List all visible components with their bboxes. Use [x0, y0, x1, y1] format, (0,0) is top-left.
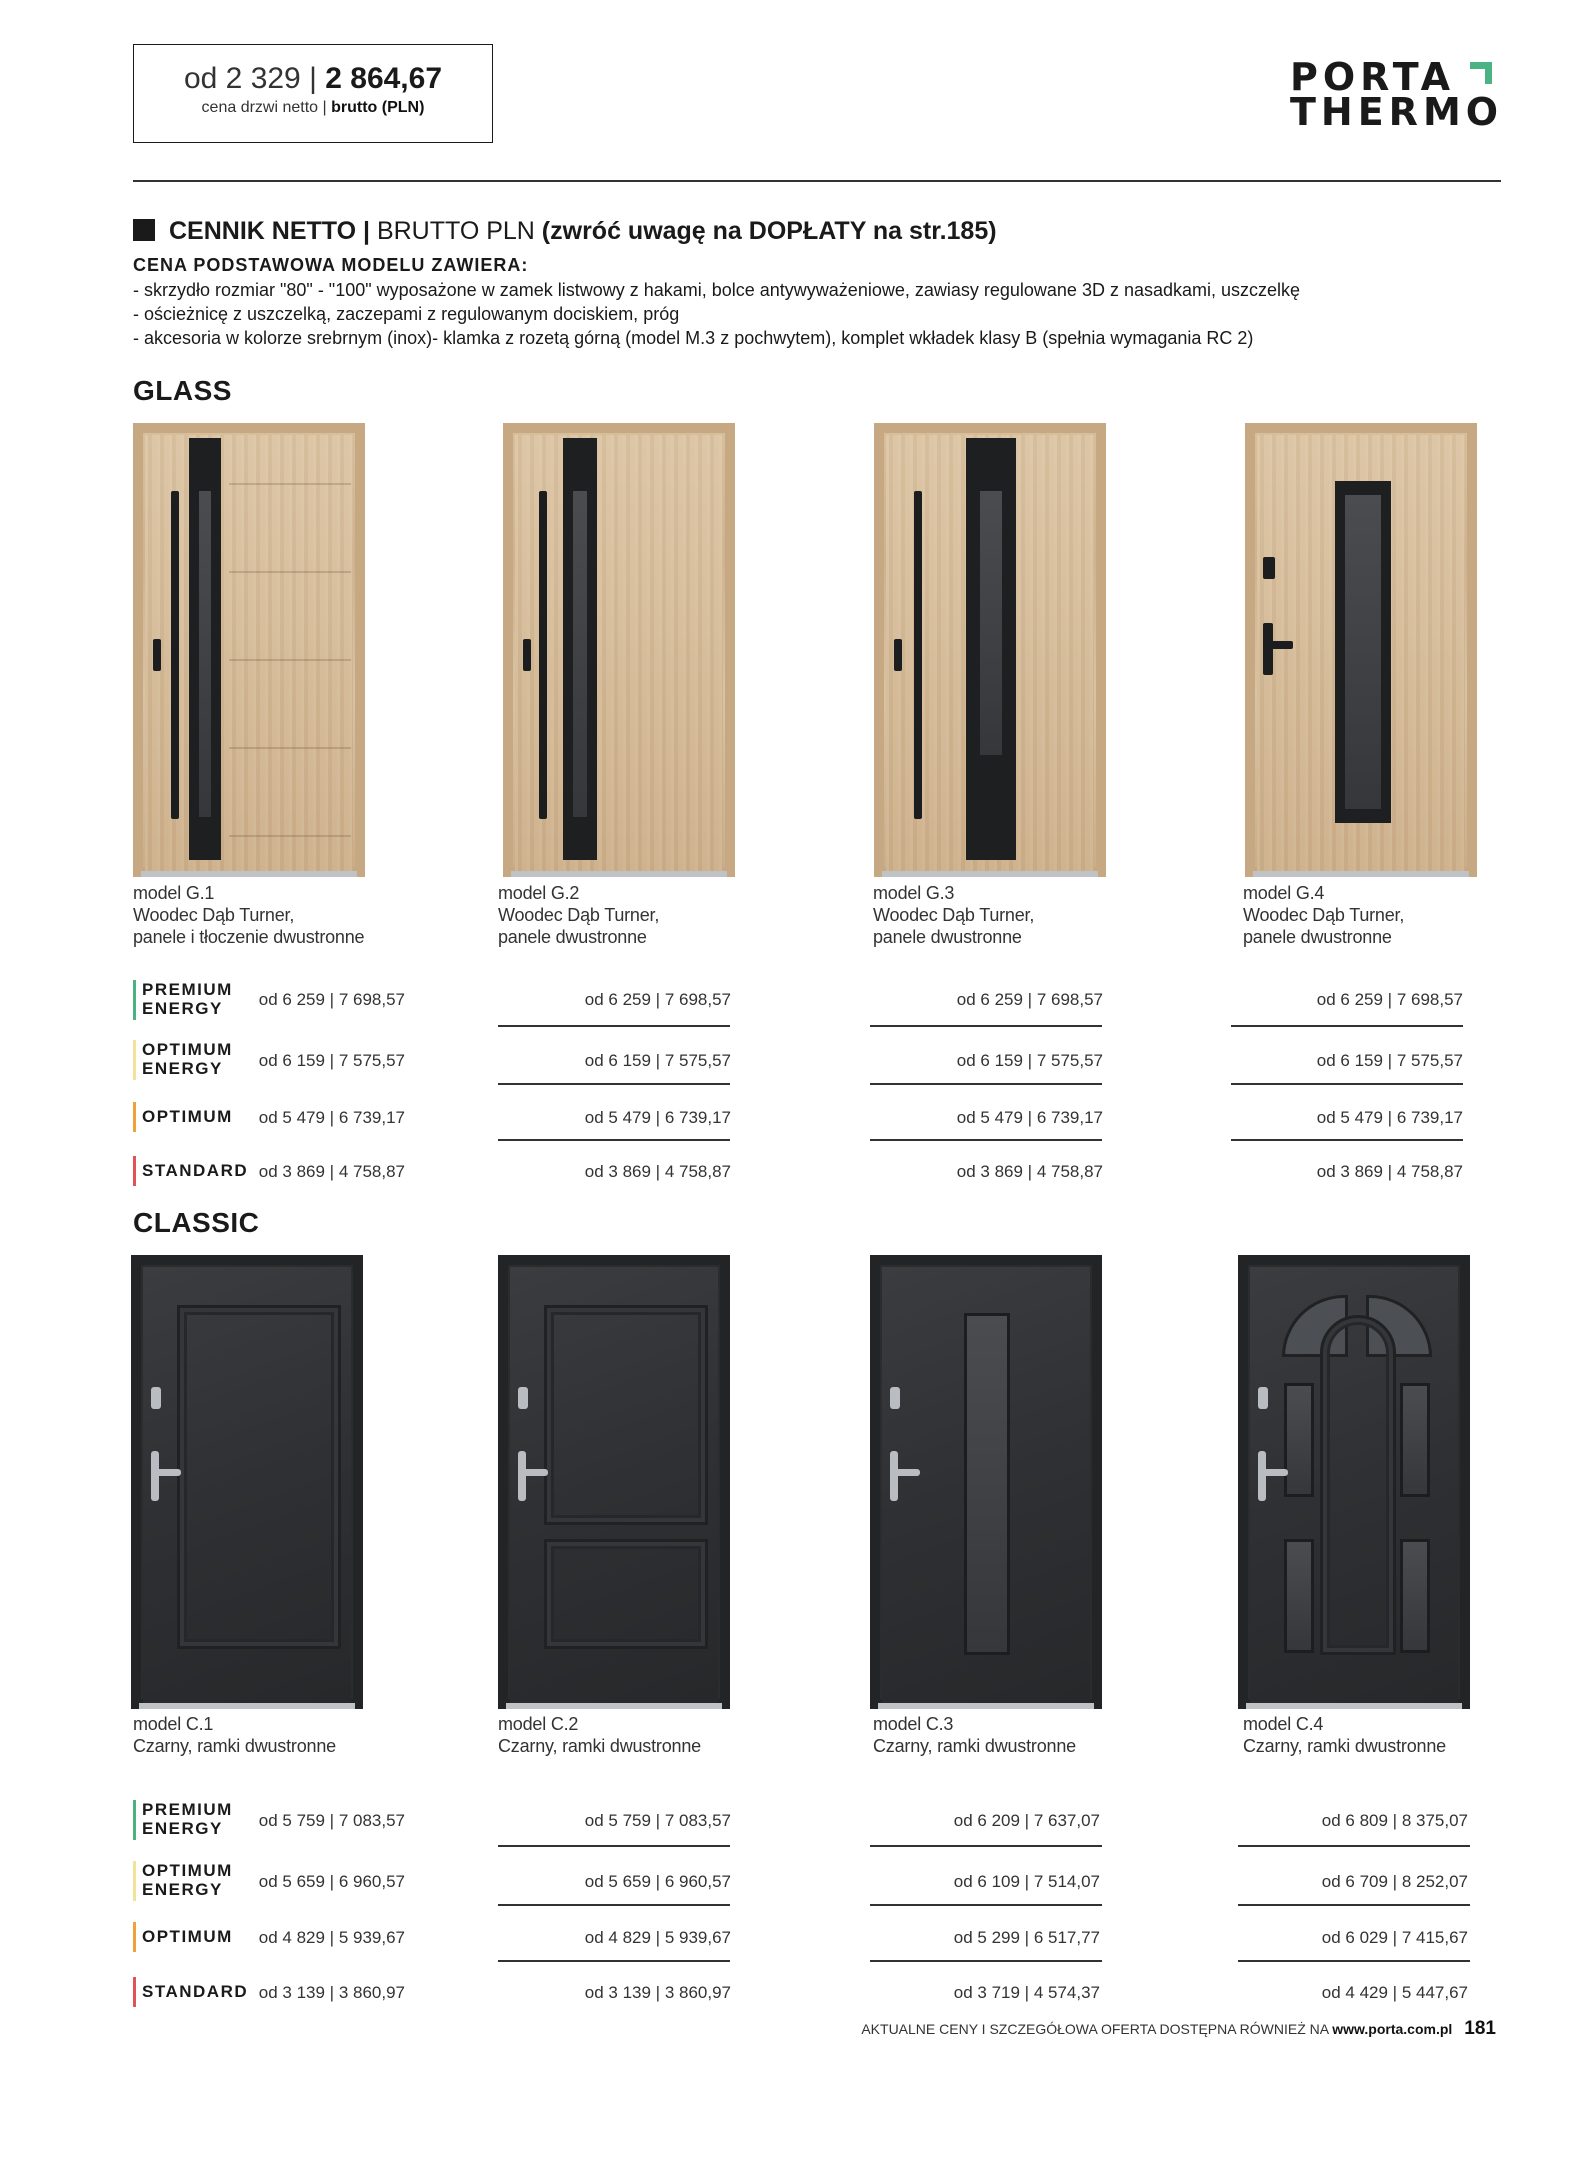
price-cell: od 6 259 | 7 698,57 [956, 990, 1103, 1009]
tier-premium-energy: PREMIUM ENERGY [133, 1800, 253, 1840]
price-divider [498, 1139, 730, 1141]
model-name: model C.4 [1243, 1714, 1324, 1734]
model-desc: panele i tłoczenie dwustronne [133, 927, 365, 947]
price-cell: od 6 159 | 7 575,57 [584, 1051, 731, 1070]
price-cell: od 6 109 | 7 514,07 [953, 1872, 1100, 1891]
price-caption-separator: | [322, 99, 327, 116]
model-desc: Czarny, ramki dwustronne [1243, 1736, 1446, 1756]
price-cell: od 6 809 | 8 375,07 [1321, 1811, 1468, 1830]
model-name: model C.3 [873, 1714, 954, 1734]
logo-line-porta: PORTA [1290, 55, 1456, 99]
price-divider [1231, 1025, 1463, 1027]
price-cell: od 6 259 | 7 698,57 [258, 990, 405, 1009]
model-desc: panele dwustronne [498, 927, 647, 947]
pricelist-heading [133, 216, 997, 246]
model-caption [133, 1713, 336, 1757]
price-divider [1231, 1083, 1463, 1085]
price-divider [1231, 1139, 1463, 1141]
price-divider [1238, 1904, 1470, 1906]
price-caption-gross: brutto (PLN) [331, 99, 425, 116]
price-caption-net: cena drzwi netto [201, 99, 319, 116]
price-divider [870, 1139, 1102, 1141]
tier-optimum-energy: OPTIMUM ENERGY [133, 1861, 253, 1901]
price-cell: od 5 479 | 6 739,17 [258, 1108, 405, 1127]
price-divider [498, 1904, 730, 1906]
section-title-glass: GLASS [133, 375, 232, 406]
tier-optimum: OPTIMUM [133, 1102, 253, 1132]
price-cell: od 4 829 | 5 939,67 [258, 1928, 405, 1947]
black-door-arched-glass-icon [1238, 1255, 1470, 1709]
pricelist-title-normal: BRUTTO PLN [370, 217, 542, 245]
model-desc: panele dwustronne [873, 927, 1022, 947]
price-cell: od 5 659 | 6 960,57 [258, 1872, 405, 1891]
base-price-item: - akcesoria w kolorze srebrnym (inox)- klamka z rozetą górną (model M.3 z pochwytem), komplet wkładek klasy B (spełnia wymagania RC 2) [133, 328, 1254, 348]
model-caption [1243, 1713, 1446, 1757]
price-divider [870, 1845, 1102, 1847]
model-desc: panele dwustronne [1243, 927, 1392, 947]
price-from-net: od 2 329 [183, 62, 301, 95]
price-divider [870, 1960, 1102, 1962]
model-name: model G.1 [133, 883, 215, 903]
price-cell: od 5 659 | 6 960,57 [584, 1872, 731, 1891]
price-divider [498, 1083, 730, 1085]
page-number: 181 [1464, 2018, 1496, 2039]
model-name: model C.2 [498, 1714, 579, 1734]
model-caption [498, 1713, 701, 1757]
price-divider [870, 1025, 1102, 1027]
price-cell: od 3 139 | 3 860,97 [258, 1983, 405, 2002]
logo-corner-mark-icon [1470, 62, 1492, 84]
price-cell: od 3 869 | 4 758,87 [258, 1162, 405, 1181]
black-door-glass-strip-icon [870, 1255, 1102, 1709]
price-cell: od 5 299 | 6 517,77 [953, 1928, 1100, 1947]
section-title-classic: CLASSIC [133, 1207, 260, 1238]
footer-text: AKTUALNE CENY I SZCZEGÓŁOWA OFERTA DOSTĘPNA RÓWNIEŻ NA [861, 2021, 1333, 2037]
pricelist-title-note: (zwróć uwagę na DOPŁATY na str.185) [541, 217, 997, 245]
model-desc: Czarny, ramki dwustronne [873, 1736, 1076, 1756]
price-divider [1238, 1960, 1470, 1962]
logo-line-thermo: THERMO [1290, 90, 1504, 134]
base-price-item: - skrzydło rozmiar "80" - "100" wyposażone w zamek listwowy z hakami, bolce antywyważeniowe, zawiasy regulowane 3D z nasadkami, uszczelkę [133, 280, 1301, 300]
model-desc: Czarny, ramki dwustronne [133, 1736, 336, 1756]
base-price-list [133, 278, 1300, 350]
base-price-item: - ościeżnicę z uszczelką, zaczepami z regulowanym dociskiem, próg [133, 304, 680, 324]
tier-standard: STANDARD [133, 1156, 253, 1186]
price-cell: od 5 479 | 6 739,17 [1316, 1108, 1463, 1127]
model-name: model G.2 [498, 883, 580, 903]
price-cell: od 6 259 | 7 698,57 [1316, 990, 1463, 1009]
price-divider [498, 1960, 730, 1962]
header-divider [133, 180, 1501, 182]
model-desc: Czarny, ramki dwustronne [498, 1736, 701, 1756]
model-desc: Woodec Dąb Turner, [133, 905, 295, 925]
wood-door-glass-strip-icon [503, 423, 735, 877]
price-cell: od 6 709 | 8 252,07 [1321, 1872, 1468, 1891]
model-desc: Woodec Dąb Turner, [1243, 905, 1405, 925]
price-divider [870, 1904, 1102, 1906]
price-from-box [133, 44, 493, 143]
model-caption [873, 1713, 1076, 1757]
price-cell: od 3 869 | 4 758,87 [956, 1162, 1103, 1181]
wood-door-glass-strip-icon [133, 423, 365, 877]
price-cell: od 5 759 | 7 083,57 [258, 1811, 405, 1830]
model-name: model G.4 [1243, 883, 1325, 903]
price-cell: od 6 209 | 7 637,07 [953, 1811, 1100, 1830]
price-cell: od 6 159 | 7 575,57 [1316, 1051, 1463, 1070]
porta-thermo-logo [1290, 55, 1504, 134]
price-divider [870, 1083, 1102, 1085]
price-cell: od 4 429 | 5 447,67 [1321, 1983, 1468, 2002]
pricelist-title-bold: CENNIK NETTO | [169, 217, 370, 245]
model-caption [498, 882, 659, 948]
price-from-gross: 2 864,67 [325, 62, 443, 95]
price-cell: od 6 259 | 7 698,57 [584, 990, 731, 1009]
tier-optimum-energy: OPTIMUM ENERGY [133, 1040, 253, 1080]
page-footer [861, 2018, 1496, 2040]
tier-optimum: OPTIMUM [133, 1922, 253, 1952]
price-cell: od 5 759 | 7 083,57 [584, 1811, 731, 1830]
price-cell: od 3 719 | 4 574,37 [953, 1983, 1100, 2002]
price-cell: od 6 159 | 7 575,57 [956, 1051, 1103, 1070]
model-caption [133, 882, 364, 948]
price-caption [134, 99, 492, 117]
heading-square-icon [133, 219, 155, 241]
price-cell: od 3 869 | 4 758,87 [584, 1162, 731, 1181]
price-divider [498, 1845, 730, 1847]
black-door-single-panel-icon [131, 1255, 363, 1709]
model-name: model G.3 [873, 883, 955, 903]
price-divider [498, 1025, 730, 1027]
model-desc: Woodec Dąb Turner, [498, 905, 660, 925]
price-from [134, 61, 492, 97]
black-door-two-panel-icon [498, 1255, 730, 1709]
footer-url-link[interactable]: www.porta.com.pl [1332, 2021, 1453, 2037]
tier-premium-energy: PREMIUM ENERGY [133, 980, 253, 1020]
model-caption [1243, 882, 1404, 948]
price-cell: od 4 829 | 5 939,67 [584, 1928, 731, 1947]
tier-standard: STANDARD [133, 1977, 253, 2007]
wood-door-glass-window-icon [1245, 423, 1477, 877]
price-divider [1238, 1845, 1470, 1847]
model-desc: Woodec Dąb Turner, [873, 905, 1035, 925]
base-price-title: CENA PODSTAWOWA MODELU ZAWIERA: [133, 255, 529, 275]
model-caption [873, 882, 1034, 948]
price-cell: od 6 159 | 7 575,57 [258, 1051, 405, 1070]
wood-door-glass-strip-icon [874, 423, 1106, 877]
price-separator: | [309, 62, 317, 95]
price-cell: od 3 139 | 3 860,97 [584, 1983, 731, 2002]
price-cell: od 5 479 | 6 739,17 [956, 1108, 1103, 1127]
price-cell: od 5 479 | 6 739,17 [584, 1108, 731, 1127]
price-cell: od 3 869 | 4 758,87 [1316, 1162, 1463, 1181]
model-name: model C.1 [133, 1714, 214, 1734]
price-cell: od 6 029 | 7 415,67 [1321, 1928, 1468, 1947]
